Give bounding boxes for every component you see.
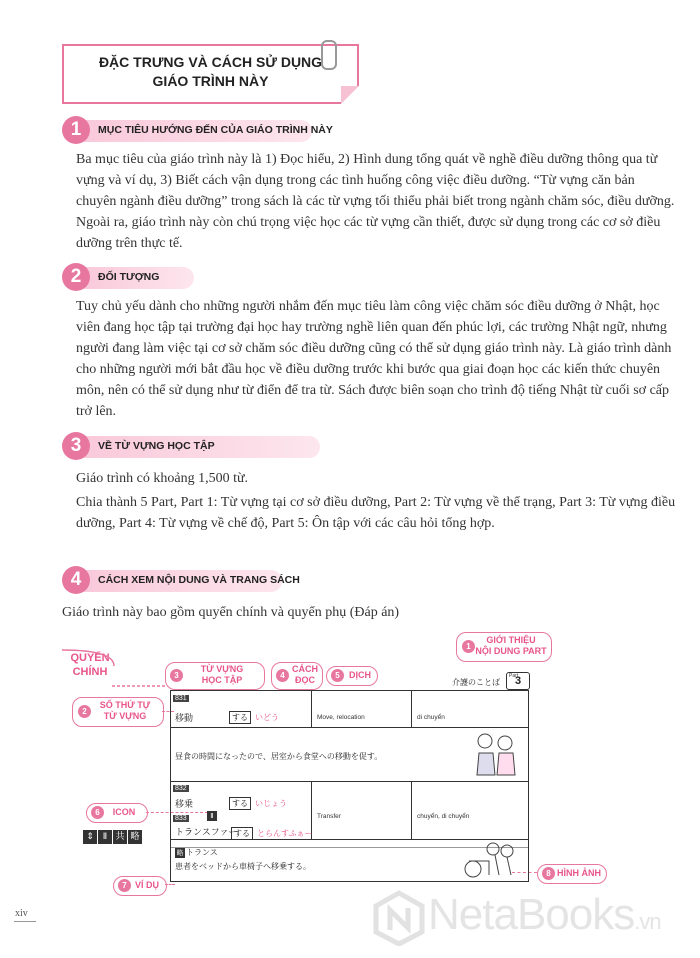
callout-text: ĐỌC: [295, 675, 315, 685]
netabooks-logo-icon: [372, 890, 426, 946]
english-meaning: Move, relocation: [317, 714, 365, 721]
callout-word-number: [72, 697, 164, 727]
callout-number: 8: [542, 867, 555, 880]
callout-text: HỌC TẬP: [201, 675, 243, 685]
reading: とらんすふぁー: [257, 829, 313, 838]
abbreviation-icon: 略: [176, 849, 184, 857]
callout-text: VÍ DỤ: [134, 880, 159, 890]
chapter-title-line1: ĐẶC TRƯNG VÀ CÁCH SỬ DỤNG: [98, 54, 323, 70]
section-2-paragraph: Tuy chủ yếu dành cho những người nhắm đến mục tiêu làm công việc chăm sóc điều dưỡng ở Nhật, học viên đang học tập tại trường đại học hay trường nghề liên quan đến phúc lợi, các trường Nhật ngữ, nhưng người đang làm việc tại cơ sở chăm sóc điều dưỡng cũng có thể sử dụng giáo trình này. Là giáo trình dành cho những người mới bắt đầu học về điều dưỡng trước khi bước qua giai đoạn học các kiến thức chuyên môn, nên có thể sử dụng như từ điển để tra từ. Sách được biên soạn cho trình độ tiếng Nhật từ cuối sơ cấp trở lên.: [76, 299, 672, 419]
callout-number: 1: [462, 640, 475, 653]
callout-text: HÌNH ẢNH: [557, 868, 601, 878]
vocab-word: 移乗: [175, 800, 194, 810]
callout-text: SỐ THỨ TỰ: [99, 700, 151, 710]
callout-text: NỘI DUNG PART: [475, 646, 547, 656]
caregiver-illustration: [471, 731, 521, 779]
example-sentence: 患者をベッドから車椅子へ移乗する。: [175, 862, 311, 871]
word-id: 831: [175, 695, 187, 702]
paperclip-icon: [321, 40, 337, 70]
wheelchair-illustration: [459, 841, 519, 879]
section-number: 3: [62, 432, 90, 460]
page-number: xiv: [15, 908, 28, 919]
callout-text: TỪ VỰNG: [103, 711, 147, 721]
chapter-title-box: [62, 44, 359, 104]
callout-number: 6: [91, 806, 104, 819]
connector-line: [165, 884, 175, 885]
abbreviation-row: [175, 842, 218, 860]
section-2-header: [62, 263, 182, 289]
word-id: 833: [175, 815, 187, 822]
vietnamese-meaning: di chuyển: [417, 714, 445, 721]
reading: いじょう: [255, 799, 287, 808]
vocab-word: トランスファー: [175, 828, 238, 838]
pause-icon: Ⅱ: [98, 830, 112, 844]
part-label: Part: [509, 673, 519, 679]
watermark-suffix: .vn: [634, 909, 661, 934]
section-title: CÁCH XEM NỘI DUNG VÀ TRANG SÁCH: [98, 574, 300, 586]
callout-translation: [326, 666, 378, 686]
word-tag: する: [231, 827, 253, 840]
callout-image: [537, 864, 607, 884]
abbreviation-word: トランス: [186, 848, 218, 857]
part-number: 3: [515, 675, 522, 687]
callout-text: DỊCH: [349, 670, 371, 680]
section-3-paragraph-1: Giáo trình có khoảng 1,500 từ.: [76, 471, 249, 486]
vocab-word: 移動: [175, 714, 194, 724]
icon-legend: [83, 826, 143, 844]
word-tag: する: [229, 711, 251, 724]
section-4-paragraph: Giáo trình này bao gồm quyển chính và quyển phụ (Đáp án): [62, 605, 400, 620]
sample-page-header: 介護のことば: [452, 678, 500, 687]
main-book-bracket: [58, 648, 178, 690]
callout-number: 5: [331, 669, 344, 682]
common-icon: 共: [113, 830, 127, 844]
section-title: VỀ TỪ VỰNG HỌC TẬP: [98, 440, 215, 452]
example-sentence: 昼食の時間になったので、居室から食堂への移動を促す。: [175, 752, 383, 761]
callout-icon: [86, 803, 148, 823]
page-fold-decoration: [341, 86, 359, 104]
part-badge: [506, 672, 530, 690]
section-1-header: [62, 116, 333, 142]
callout-text: CÁCH: [292, 664, 318, 674]
callout-vocabulary: [165, 662, 265, 690]
watermark-text: NetaBooks: [428, 890, 635, 939]
abbreviation-icon: 略: [128, 830, 142, 844]
swap-icon: ⇕: [83, 830, 97, 844]
vietnamese-meaning: chuyển, di chuyển: [417, 813, 470, 820]
callout-text: TỪ VỰNG: [200, 664, 244, 674]
section-number: 2: [62, 263, 90, 291]
callout-number: 2: [78, 705, 91, 718]
main-book-label-line2: CHÍNH: [72, 666, 108, 678]
callout-example: [113, 876, 167, 896]
page-number-rule: [14, 921, 36, 922]
callout-reading: [271, 662, 323, 690]
callout-number: 3: [170, 669, 183, 682]
section-3-paragraph-2: Chia thành 5 Part, Part 1: Từ vựng tại cơ sở điều dưỡng, Part 2: Từ vựng về thể trạng, Part 3: Từ vựng điều dưỡng, Part 4: Từ vựng về chế độ, Part 5: Ôn tập với các câu hỏi tổng hợp.: [76, 495, 676, 531]
section-4-header: [62, 566, 300, 592]
watermark: [428, 890, 661, 940]
section-number: 1: [62, 116, 90, 144]
chapter-title: [64, 53, 357, 91]
callout-text: ICON: [112, 807, 136, 817]
section-1-paragraph: Ba mục tiêu của giáo trình này là 1) Đọc hiểu, 2) Hình dung tổng quát về nghề điều dưỡng thông qua từ vựng và ví dụ, 3) Biết cách vận dụng trong các tình huống công việc điều dưỡng. “Từ vựng căn bản chuyên ngành điều dưỡng” trong sách là các từ vựng tối thiểu phải biết trong ngành chăm sóc, điều dưỡng. Ngoài ra, giáo trình này còn chú trọng việc học các từ vựng cần thiết, được sử dụng trong các cơ sở điều dưỡng trên thực tế.: [76, 152, 675, 251]
section-title: MỤC TIÊU HƯỚNG ĐẾN CỦA GIÁO TRÌNH NÀY: [98, 124, 333, 136]
main-book-label-line1: QUYỂN: [70, 652, 110, 664]
pause-icon: Ⅱ: [207, 811, 217, 821]
section-title: ĐỐI TƯỢNG: [98, 271, 160, 283]
section-number: 4: [62, 566, 90, 594]
word-tag: する: [229, 797, 251, 810]
word-id: 832: [175, 785, 187, 792]
chapter-title-line2: GIÁO TRÌNH NÀY: [152, 73, 269, 89]
section-3-header: [62, 432, 322, 458]
sample-vocab-table: [170, 690, 529, 882]
reading: いどう: [255, 713, 279, 722]
english-meaning: Transfer: [317, 813, 341, 820]
callout-text: GIỚI THIỆU: [486, 635, 536, 645]
callout-part-intro: [456, 632, 552, 662]
callout-number: 4: [276, 669, 289, 682]
callout-number: 7: [118, 879, 131, 892]
